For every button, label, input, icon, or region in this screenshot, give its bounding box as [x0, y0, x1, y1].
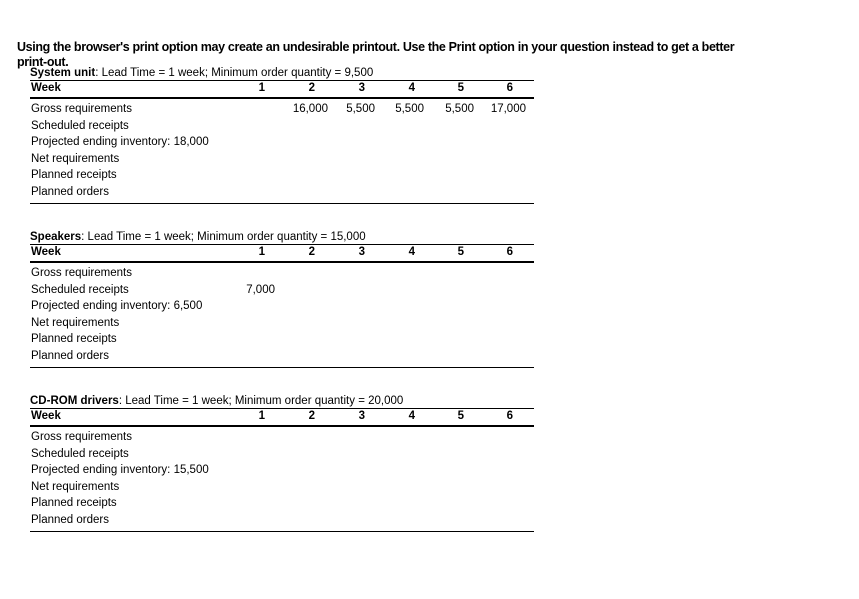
cell-value: 7,000	[246, 284, 275, 296]
week-number: 3	[358, 246, 365, 258]
week-number: 5	[457, 410, 464, 422]
planned-receipts-row	[31, 333, 534, 349]
cell-value: 5,500	[395, 103, 424, 115]
planned-receipts-row	[31, 497, 534, 513]
projected-inventory-value: 6,500	[173, 300, 203, 312]
row-label: Planned orders	[31, 186, 109, 198]
week-number: 5	[457, 246, 464, 258]
projected-inventory-row	[31, 464, 534, 480]
item-name: Speakers	[30, 231, 82, 243]
week-number: 1	[258, 246, 265, 258]
print-notice: Using the browser's print option may create an undesirable printout. Use the Print option in your question instead to get a better print-out.	[17, 40, 735, 69]
item-details: : Lead Time = 1 week; Minimum order quantity = 15,000	[81, 231, 366, 243]
row-label: Planned orders	[31, 514, 109, 526]
row-label: Scheduled receipts	[31, 284, 129, 296]
week-number: 6	[506, 410, 513, 422]
net-requirements-row	[31, 481, 534, 497]
item-name: CD-ROM drivers	[30, 395, 119, 407]
row-label: Gross requirements	[31, 267, 132, 279]
cell-value: 5,500	[346, 103, 375, 115]
week-number: 4	[408, 82, 415, 94]
scheduled-receipts-row	[31, 120, 534, 136]
week-number: 2	[308, 82, 315, 94]
table-bottom-rule	[30, 367, 534, 368]
row-label: Net requirements	[31, 153, 120, 165]
row-label: Planned orders	[31, 350, 109, 362]
week-label: Week	[31, 410, 61, 422]
week-number: 3	[358, 82, 365, 94]
gross-requirements-row	[31, 267, 534, 283]
row-label: Planned receipts	[31, 169, 117, 181]
row-label: Scheduled receipts	[31, 448, 129, 460]
week-number: 2	[308, 246, 315, 258]
row-label: Net requirements	[31, 481, 120, 493]
table-title	[30, 67, 373, 79]
table-bottom-rule	[30, 203, 534, 204]
week-header-row	[30, 244, 534, 263]
row-label: Projected ending inventory: 15,500	[31, 464, 209, 476]
projected-inventory-value: 18,000	[173, 136, 209, 148]
gross-requirements-row	[31, 431, 534, 447]
item-name: System unit	[30, 67, 96, 79]
week-number: 2	[308, 410, 315, 422]
row-label: Projected ending inventory: 18,000	[31, 136, 209, 148]
week-header-row	[30, 408, 534, 427]
table-title	[30, 395, 403, 407]
projected-inventory-value: 15,500	[173, 464, 209, 476]
planned-receipts-row	[31, 169, 534, 185]
week-label: Week	[31, 246, 61, 258]
week-number: 4	[408, 246, 415, 258]
gross-requirements-row	[31, 103, 534, 119]
row-label: Net requirements	[31, 317, 120, 329]
projected-inventory-row	[31, 300, 534, 316]
item-details: : Lead Time = 1 week; Minimum order quantity = 20,000	[118, 395, 404, 407]
cell-value: 17,000	[490, 103, 526, 115]
week-number: 4	[408, 410, 415, 422]
row-label: Planned receipts	[31, 333, 117, 345]
week-number: 1	[258, 410, 265, 422]
week-header-row	[30, 80, 534, 99]
planned-orders-row	[31, 350, 534, 366]
scheduled-receipts-row	[31, 284, 534, 300]
scheduled-receipts-row	[31, 448, 534, 464]
row-label: Projected ending inventory: 6,500	[31, 300, 203, 312]
planned-orders-row	[31, 186, 534, 202]
projected-inventory-row	[31, 136, 534, 152]
week-number: 1	[258, 82, 265, 94]
net-requirements-row	[31, 153, 534, 169]
row-label: Planned receipts	[31, 497, 117, 509]
item-details: : Lead Time = 1 week; Minimum order quantity = 9,500	[95, 67, 374, 79]
row-label: Gross requirements	[31, 103, 132, 115]
net-requirements-row	[31, 317, 534, 333]
week-label: Week	[31, 82, 61, 94]
row-label: Gross requirements	[31, 431, 132, 443]
cell-value: 16,000	[292, 103, 328, 115]
table-bottom-rule	[30, 531, 534, 532]
week-number: 5	[457, 82, 464, 94]
row-label: Scheduled receipts	[31, 120, 129, 132]
planned-orders-row	[31, 514, 534, 530]
week-number: 6	[506, 82, 513, 94]
week-number: 6	[506, 246, 513, 258]
cell-value: 5,500	[445, 103, 474, 115]
table-title	[30, 231, 366, 243]
week-number: 3	[358, 410, 365, 422]
